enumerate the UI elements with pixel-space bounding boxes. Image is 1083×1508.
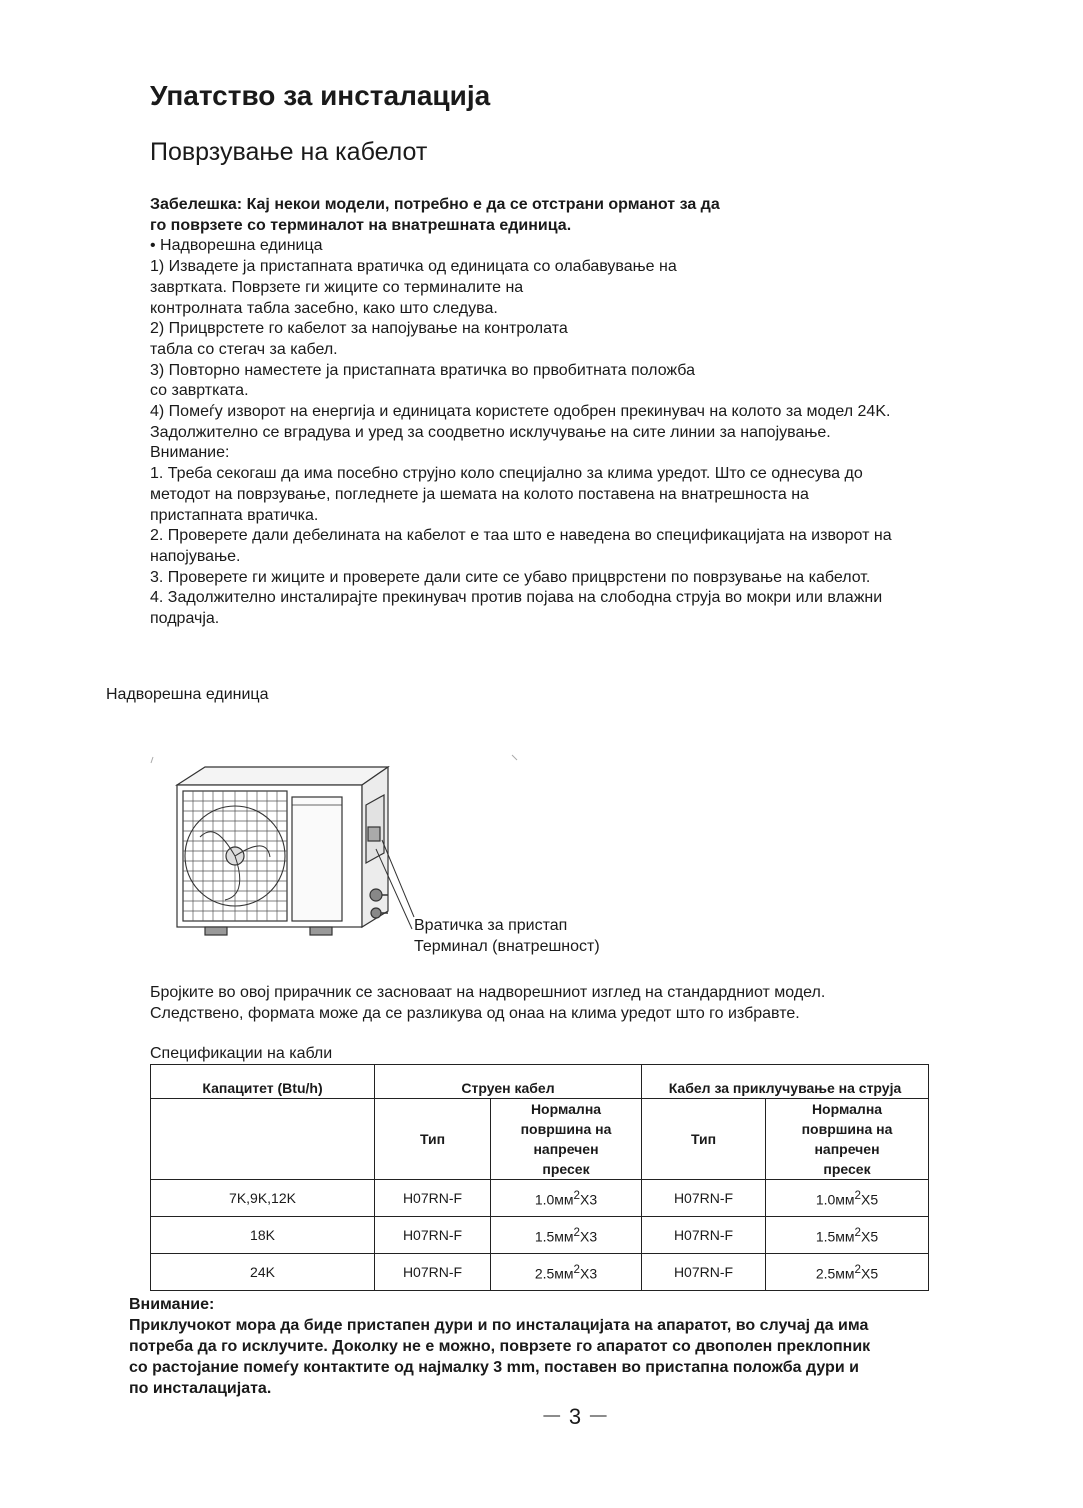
power-section-cell	[491, 1254, 642, 1291]
capacity-cell: 7K,9K,12K	[151, 1180, 375, 1217]
power-type-cell: H07RN-F	[375, 1180, 491, 1217]
superscript: 2	[573, 1262, 581, 1276]
conn-section-cell	[766, 1254, 929, 1291]
page-number: － 3 －	[540, 1404, 610, 1429]
conn-section-header: Нормална површина на напречен пресек	[766, 1099, 929, 1180]
instruction-line: методот на поврзување, погледнете ја шемата на колото поставена на внатрешноста на	[150, 485, 809, 503]
capacity-cell: 24K	[151, 1254, 375, 1291]
instruction-line: 2) Прицврстете го кабелот за напојување на контролата	[150, 320, 568, 338]
conductor-count: X3	[580, 1191, 598, 1208]
terminal-label: Терминал (внатрешност)	[414, 938, 600, 955]
conn-type-cell: H07RN-F	[642, 1180, 766, 1217]
superscript: 2	[854, 1262, 862, 1276]
instruction-line: 1) Извадете ја пристапната вратичка од единицата со олабавување на	[150, 258, 677, 276]
conductor-count: X5	[861, 1191, 879, 1208]
instruction-line: табла со стегач за кабел.	[150, 340, 338, 358]
table-row	[151, 1180, 929, 1217]
conductor-count: X5	[861, 1265, 879, 1282]
conductor-count: X5	[861, 1228, 879, 1245]
instruction-line: подрачја.	[150, 610, 220, 628]
instruction-line: Внимание:	[150, 444, 230, 462]
note-line: го поврзете со терминалот на внатрешната единица.	[150, 216, 572, 234]
conn-section-cell	[766, 1180, 929, 1217]
instruction-line: напојување.	[150, 547, 241, 565]
figure-callouts	[414, 915, 600, 957]
page-title: Упатство за инсталација	[150, 80, 491, 111]
conn-section-cell	[766, 1217, 929, 1254]
capacity-header: Капацитет (Btu/h)	[151, 1065, 375, 1099]
figure-note-line: Следствено, формата може да се разликува од онаа на клима уредот што го избравте.	[150, 1005, 800, 1022]
warning-block	[129, 1294, 1009, 1399]
table-title: Спецификации на кабли	[150, 1045, 333, 1062]
power-type-header: Тип	[375, 1099, 491, 1180]
connection-cable-header: Кабел за приклучување на струја	[642, 1065, 929, 1099]
conn-type-cell: H07RN-F	[642, 1254, 766, 1291]
power-section-header: Нормална површина на напречен пресек	[491, 1099, 642, 1180]
section-value: 1.0мм	[815, 1191, 855, 1208]
instructions-text	[150, 195, 1030, 630]
warning-heading: Внимание:	[129, 1296, 215, 1313]
instruction-line: контролната табла засебно, како што следува.	[150, 299, 498, 317]
figure-note	[150, 982, 825, 1024]
instruction-line: • Надворешна единица	[150, 237, 323, 255]
section-value: 2.5мм	[815, 1265, 855, 1282]
section-value: 1.5мм	[534, 1228, 574, 1245]
note-line: Забелешка: Кај некои модели, потребно е да се отстрани орманот за да	[150, 196, 720, 213]
section-value: 1.5мм	[815, 1228, 855, 1245]
instruction-line: 4. Задолжително инсталирајте прекинувач против појава на слободна струја во мокри или влажни	[150, 589, 883, 607]
instruction-line: 3) Повторно наместете ја пристапната вратичка во првобитната положба	[150, 361, 695, 379]
warning-line: по инсталацијата.	[129, 1380, 272, 1397]
instruction-line: завртката. Поврзете ги жиците со терминалите на	[150, 278, 524, 296]
capacity-cell: 18K	[151, 1217, 375, 1254]
section-value: 1.0мм	[534, 1191, 574, 1208]
instruction-line: Задолжително се вградува и уред за соодветно исклучување на сите линии за напојување.	[150, 423, 831, 441]
instruction-line: со завртката.	[150, 382, 249, 400]
instruction-line: 3. Проверете ги жиците и проверете дали сите се убаво прицврстени по поврзување на кабелот.	[150, 568, 871, 586]
figure-note-line: Бројките во овој прирачник се засноваат на надворешниот изглед на стандардниот модел.	[150, 984, 826, 1001]
warning-line: потреба да го исклучите. Доколку не е можно, поврзете го апаратот со двополен преклопник	[129, 1338, 871, 1355]
access-door-label: Вратичка за пристап	[414, 917, 568, 934]
superscript: 2	[573, 1188, 581, 1202]
table-header-row	[151, 1065, 929, 1099]
section-value: 2.5мм	[534, 1265, 574, 1282]
table-row	[151, 1217, 929, 1254]
instruction-line: 1. Треба секогаш да има посебно струјно коло специјално за клима уредот. Што се однесува до	[150, 465, 863, 483]
power-type-cell: H07RN-F	[375, 1217, 491, 1254]
power-type-cell: H07RN-F	[375, 1254, 491, 1291]
table-row	[151, 1254, 929, 1291]
instruction-line: пристапната вратичка.	[150, 506, 319, 524]
conn-type-cell: H07RN-F	[642, 1217, 766, 1254]
power-section-cell	[491, 1217, 642, 1254]
conductor-count: X3	[580, 1228, 598, 1245]
outdoor-unit-caption: Надворешна единица	[106, 686, 269, 703]
superscript: 2	[854, 1225, 862, 1239]
power-section-cell	[491, 1180, 642, 1217]
instruction-line: 4) Помеѓу изворот на енергија и единицата користете одобрен прекинувач на колото за модел 24K.	[150, 403, 891, 421]
warning-line: Приклучокот мора да биде пристапен дури и по инсталацијата на апаратот, во случај да има	[129, 1317, 869, 1334]
conductor-count: X3	[580, 1265, 598, 1282]
superscript: 2	[573, 1225, 581, 1239]
warning-line: со растојание помеѓу контактите од најмалку 3 mm, поставен во пристапна положба дури и	[129, 1359, 859, 1376]
conn-type-header: Тип	[642, 1099, 766, 1180]
superscript: 2	[854, 1188, 862, 1202]
table-subheader-row	[151, 1099, 929, 1180]
power-cable-header: Струен кабел	[375, 1065, 642, 1099]
cable-spec-table	[150, 1064, 929, 1291]
instruction-line: 2. Проверете дали дебелината на кабелот е таа што е наведена во спецификацијата на изворот на	[150, 527, 892, 545]
section-title: Поврзување на кабелот	[150, 138, 428, 166]
empty-cell	[151, 1099, 375, 1180]
